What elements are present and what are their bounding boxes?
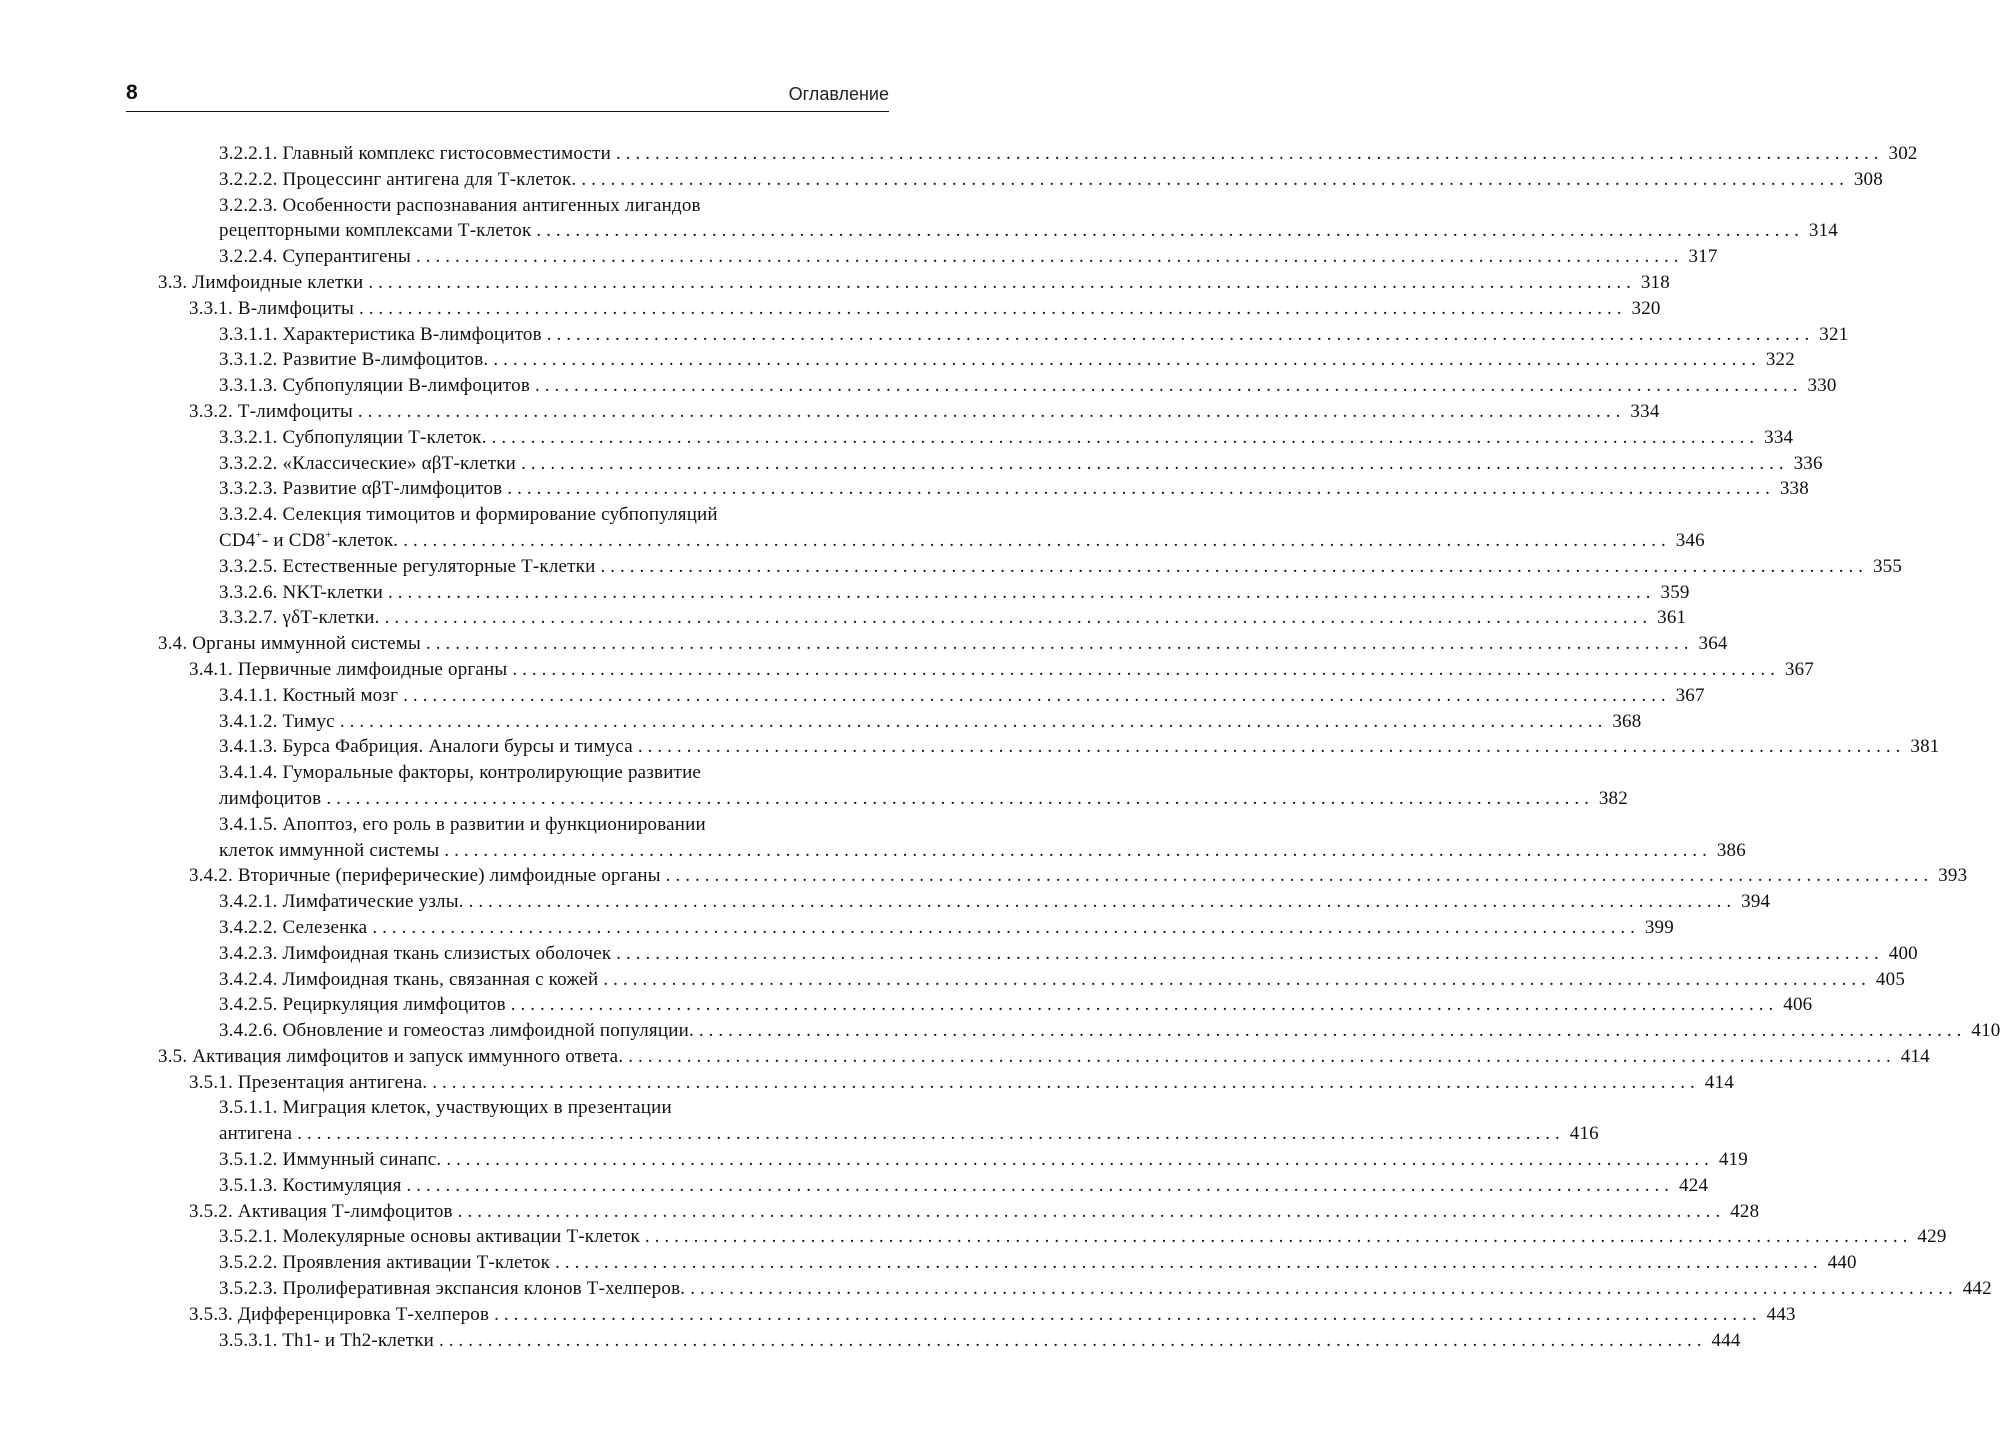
dot-leader: .................................................................................................................................. (406, 1174, 1675, 1196)
toc-entry-title: 3.3.2.5. Естественные регуляторные Т-клетки (219, 555, 596, 577)
toc-entry-title: 3.5.2.3. Пролиферативная экспансия клонов Т-хелперов. (219, 1278, 686, 1300)
toc-entry-title: 3.4.1.1. Костный мозг (219, 684, 399, 706)
toc-entry-title: 3.3.2.3. Развитие αβТ-лимфоцитов (219, 478, 503, 500)
toc-entry[interactable] (0, 734, 1940, 760)
toc-entry-title: 3.3.2.7. γδТ-клетки. (219, 607, 380, 629)
toc-entry-title: 3.3.1. В-лимфоциты (189, 297, 354, 319)
toc-entry-title: 3.5.1.3. Костимуляция (219, 1174, 402, 1196)
dot-leader: .................................................................................................................................. (616, 942, 1884, 964)
toc-entry[interactable] (0, 1044, 1930, 1070)
dot-leader: .................................................................................................................................. (403, 529, 1671, 551)
toc-entry-title: 3.5.2. Активация Т-лимфоцитов (189, 1200, 453, 1222)
toc-entry-title-cont: лимфоцитов (219, 787, 322, 809)
toc-entry-page: 322 (1765, 349, 1795, 371)
toc-entry-title: 3.4.2.4. Лимфоидная ткань, связанная с кожей (219, 968, 599, 990)
toc-entry[interactable] (0, 347, 1795, 373)
toc-entry[interactable] (0, 915, 1674, 941)
toc-entry-page: 382 (1598, 787, 1628, 809)
toc-entry-page: 367 (1784, 658, 1814, 680)
toc-entry-page: 419 (1718, 1149, 1748, 1171)
toc-entry-page: 399 (1644, 916, 1674, 938)
superscript-plus: + (325, 528, 332, 541)
toc-entry-page: 336 (1793, 452, 1823, 474)
toc-entry-title: 3.4.2.3. Лимфоидная ткань слизистых оболочек (219, 942, 612, 964)
dot-leader: .................................................................................................................................. (372, 916, 1640, 938)
dot-leader: .................................................................................................................................. (444, 839, 1712, 861)
toc-entry-title: 3.4.2. Вторичные (периферические) лимфоидные органы (189, 865, 661, 887)
toc-entry-page: 393 (1938, 865, 1968, 887)
toc-entry[interactable] (0, 1070, 1734, 1096)
dot-leader: .................................................................................................................................. (403, 684, 1671, 706)
dot-leader: .................................................................................................................................. (507, 478, 1775, 500)
dot-leader: .................................................................................................................................. (644, 1226, 1913, 1248)
toc-entry-page: 334 (1764, 426, 1794, 448)
toc-entry-page: 442 (1962, 1278, 1992, 1300)
toc-entry-title: 3.2.2.3. Особенности распознавания антигенных лигандов (219, 194, 701, 216)
dot-leader: .................................................................................................................................. (357, 400, 1626, 422)
toc-entry-page: 400 (1888, 942, 1918, 964)
toc-entry-title: 3.4.1.4. Гуморальные факторы, контролирующие развитие (219, 762, 702, 784)
toc-entry-page: 355 (1872, 555, 1903, 577)
toc-entry-page: 428 (1730, 1200, 1760, 1222)
toc-entry-page: 364 (1698, 633, 1728, 655)
toc-entry-title: 3.5.2.2. Проявления активации Т-клеток (219, 1252, 551, 1274)
toc-entry[interactable] (0, 580, 1690, 606)
toc-entry[interactable] (0, 1250, 1857, 1276)
toc-entry-page: 308 (1853, 168, 1883, 190)
toc-entry-title: 3.3.2.2. «Классические» αβТ-клетки (219, 452, 517, 474)
dot-leader: .................................................................................................................................. (616, 143, 1884, 164)
toc-entry-page: 414 (1900, 1045, 1930, 1067)
toc-entry[interactable] (0, 244, 1718, 270)
toc-entry[interactable] (0, 1199, 1760, 1225)
toc-entry[interactable] (0, 709, 1642, 735)
toc-entry[interactable] (0, 296, 1661, 322)
toc-entry-title: 3.4.2.5. Рециркуляция лимфоцитов (219, 994, 506, 1016)
toc-entry-title: 3.5.3.1. Th1- и Th2-клетки (219, 1329, 434, 1351)
running-title: Оглавление (788, 84, 889, 104)
toc-entry-page: 338 (1779, 478, 1809, 500)
toc-entry-title: 3.2.2.4. Суперантигены (219, 246, 411, 268)
toc-entry[interactable] (0, 1224, 1947, 1250)
toc-entry[interactable] (0, 554, 1903, 580)
toc-entry[interactable] (0, 812, 1746, 864)
toc-entry-title-cont: рецепторными комплексами Т-клеток (219, 220, 532, 242)
toc-entry-title: 3.4.2.2. Селезенка (219, 916, 368, 938)
toc-entry[interactable] (0, 451, 1823, 477)
toc-entry-page: 302 (1888, 143, 1918, 164)
dot-leader: .................................................................................................................................. (637, 736, 1906, 758)
dot-leader: .................................................................................................................................. (426, 633, 1694, 655)
dot-leader: .................................................................................................................................. (368, 271, 1636, 293)
toc-entry-page: 424 (1679, 1174, 1709, 1196)
toc-entry-title: 3.4. Органы иммунной системы (158, 633, 422, 655)
toc-entry-title: 3.3.2.1. Субпопуляции Т-клеток. (219, 426, 487, 448)
dot-leader: .................................................................................................................................. (491, 426, 1760, 448)
toc-entry-page: 334 (1630, 400, 1660, 422)
toc-entry[interactable] (0, 476, 1809, 502)
dot-leader: .................................................................................................................................. (690, 1278, 1958, 1300)
dot-leader: .................................................................................................................................. (384, 607, 1653, 629)
dot-leader: .................................................................................................................................. (493, 349, 1761, 371)
toc-entry-title: 3.5.2.1. Молекулярные основы активации Т-клеток (219, 1226, 640, 1248)
toc-entry[interactable] (0, 502, 1705, 554)
toc-entry-title: 3.5.1. Презентация антигена. (189, 1071, 428, 1093)
toc-entry-title: 3.3.2.6. NKT-клетки (219, 581, 384, 603)
toc-entry[interactable] (0, 399, 1660, 425)
dot-leader: .................................................................................................................................. (546, 323, 1815, 345)
dot-leader: .................................................................................................................................. (359, 297, 1627, 319)
toc-entry[interactable] (0, 1095, 1599, 1147)
toc-entry-page: 440 (1827, 1252, 1857, 1274)
toc-entry[interactable] (0, 992, 1813, 1018)
dot-leader: .................................................................................................................................. (446, 1149, 1714, 1171)
toc-entry-page: 330 (1807, 375, 1837, 397)
toc-entry-title: 3.3.2. Т-лимфоциты (189, 400, 353, 422)
toc-entry-title: 3.3.2.4. Селекция тимоцитов и формирование субпопуляций (219, 504, 718, 526)
toc-entry-title: 3.3.1.1. Характеристика В-лимфоцитов (219, 323, 542, 345)
toc-entry[interactable] (0, 1276, 1992, 1302)
toc-entry-title-cont: клеток иммунной системы (219, 839, 440, 861)
table-of-contents (0, 141, 2001, 1353)
toc-entry-title: 3.2.2.2. Процессинг антигена для Т-клеток. (219, 168, 577, 190)
toc-entry-title: 3.4.2.1. Лимфатические узлы. (219, 891, 464, 913)
toc-entry-page: 314 (1808, 220, 1839, 242)
toc-entry-page: 386 (1716, 839, 1746, 861)
dot-leader: .................................................................................................................................. (521, 452, 1789, 474)
toc-entry[interactable] (0, 863, 1968, 889)
toc-entry[interactable] (0, 889, 1771, 915)
toc-entry-page: 405 (1875, 968, 1906, 990)
toc-entry-title: 3.2.2.1. Главный комплекс гистосовместимости (219, 143, 612, 164)
dot-leader: .................................................................................................................................. (536, 220, 1804, 242)
toc-entry-page: 416 (1569, 1123, 1599, 1145)
dot-leader: .................................................................................................................................. (339, 710, 1608, 732)
dot-leader: .................................................................................................................................. (628, 1045, 1896, 1067)
toc-entry-title-cont: антигена (219, 1123, 293, 1145)
toc-entry-page: 367 (1675, 684, 1705, 706)
toc-entry-page: 406 (1783, 994, 1813, 1016)
superscript-plus: + (255, 528, 262, 541)
dot-leader: .................................................................................................................................. (439, 1329, 1707, 1351)
toc-entry[interactable] (0, 605, 1687, 631)
toc-entry-title: 3.5. Активация лимфоцитов и запуск иммунного ответа. (158, 1045, 624, 1067)
toc-entry-page: 381 (1910, 736, 1940, 758)
toc-entry[interactable] (0, 1302, 1796, 1328)
toc-entry-page: 429 (1917, 1226, 1947, 1248)
dot-leader: .................................................................................................................................. (512, 658, 1780, 680)
dot-leader: .................................................................................................................................. (510, 994, 1779, 1016)
toc-entry-page: 444 (1711, 1329, 1741, 1351)
toc-entry[interactable] (0, 967, 1906, 993)
toc-entry-page: 443 (1766, 1303, 1796, 1325)
toc-entry[interactable] (0, 657, 1814, 683)
dot-leader: .................................................................................................................................. (535, 375, 1803, 397)
toc-entry-title: 3.4.2.6. Обновление и гомеостаз лимфоидной популяции. (219, 1020, 694, 1042)
toc-entry-page: 394 (1741, 891, 1771, 913)
toc-entry[interactable] (0, 760, 1628, 812)
toc-entry-page: 346 (1675, 529, 1705, 551)
header-rule (126, 111, 889, 112)
dot-leader: .................................................................................................................................. (600, 555, 1868, 577)
dot-leader: .................................................................................................................................. (457, 1200, 1726, 1222)
toc-entry[interactable] (0, 167, 1883, 193)
toc-entry[interactable] (0, 1018, 2001, 1044)
toc-entry-title: 3.4.1.5. Апоптоз, его роль в развитии и функционировании (219, 813, 706, 835)
toc-entry[interactable] (0, 1173, 1709, 1199)
dot-leader: .................................................................................................................................. (432, 1071, 1700, 1093)
toc-entry[interactable] (0, 1147, 1748, 1173)
toc-entry[interactable] (0, 322, 1849, 348)
toc-entry-page: 317 (1688, 246, 1718, 268)
toc-entry-page: 318 (1640, 271, 1670, 293)
toc-entry-page: 320 (1631, 297, 1661, 319)
toc-entry-page: 321 (1819, 323, 1849, 345)
toc-entry[interactable] (0, 683, 1705, 709)
toc-entry-page: 361 (1657, 607, 1687, 629)
toc-entry[interactable] (0, 141, 1918, 167)
dot-leader: .................................................................................................................................. (555, 1252, 1823, 1274)
dot-leader: .................................................................................................................................. (468, 891, 1737, 913)
toc-entry-page: 359 (1660, 581, 1690, 603)
toc-entry-title-cont: CD4+- и CD8+-клеток. (219, 528, 399, 551)
dot-leader: .................................................................................................................................. (665, 865, 1934, 887)
toc-entry-title: 3.5.3. Дифференцировка Т-хелперов (189, 1303, 490, 1325)
dot-leader: .................................................................................................................................. (494, 1303, 1762, 1325)
toc-entry-title: 3.4.1.3. Бурса Фабриция. Аналоги бурсы и тимуса (219, 736, 633, 758)
toc-entry-title: 3.3.1.2. Развитие В-лимфоцитов. (219, 349, 489, 371)
dot-leader: .................................................................................................................................. (603, 968, 1871, 990)
dot-leader: .................................................................................................................................. (326, 787, 1594, 809)
toc-entry-page: 414 (1704, 1071, 1734, 1093)
dot-leader: .................................................................................................................................. (388, 581, 1656, 603)
toc-entry[interactable] (0, 631, 1728, 657)
toc-entry-title: 3.3.1.3. Субпопуляции В-лимфоцитов (219, 375, 530, 397)
toc-entry-page: 410 (1971, 1020, 2001, 1042)
toc-entry-title: 3.4.1. Первичные лимфоидные органы (189, 658, 508, 680)
toc-entry-title: 3.5.1.2. Иммунный синапс. (219, 1149, 442, 1171)
toc-entry[interactable] (0, 425, 1794, 451)
toc-entry-title: 3.4.1.2. Тимус (219, 710, 335, 732)
dot-leader: .................................................................................................................................. (297, 1123, 1565, 1145)
toc-entry-title: 3.3. Лимфоидные клетки (158, 271, 364, 293)
dot-leader: .................................................................................................................................. (698, 1020, 1967, 1042)
toc-entry[interactable] (0, 373, 1837, 399)
toc-entry[interactable] (0, 270, 1670, 296)
toc-entry-title: 3.5.1.1. Миграция клеток, участвующих в презентации (219, 1097, 672, 1119)
toc-entry[interactable] (0, 1328, 1741, 1354)
page-number: 8 (126, 81, 138, 104)
toc-entry[interactable] (0, 193, 1839, 245)
toc-entry-page: 368 (1612, 710, 1642, 732)
dot-leader: .................................................................................................................................. (415, 246, 1684, 268)
toc-entry[interactable] (0, 941, 1918, 967)
dot-leader: .................................................................................................................................. (581, 168, 1849, 190)
